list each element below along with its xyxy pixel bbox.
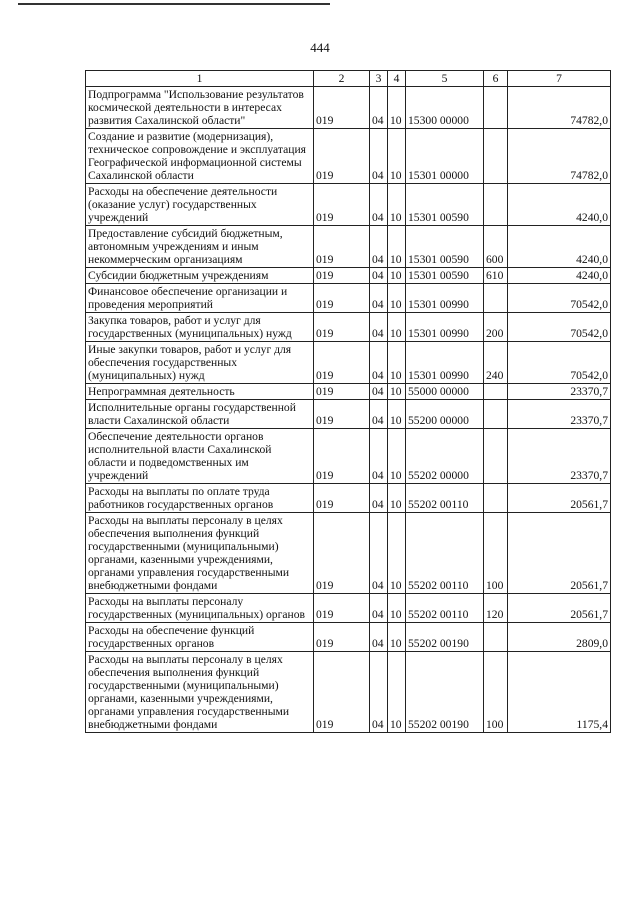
table-body xyxy=(86,87,611,733)
row-subsection-code: 10 xyxy=(388,313,406,342)
table-row xyxy=(86,429,611,484)
row-subsection-code: 10 xyxy=(388,623,406,652)
row-target-article-code: 15301 00990 xyxy=(406,284,484,313)
row-name: Обеспечение деятельности органов исполнительной власти Сахалинской области и подведомственных им учреждений xyxy=(86,429,314,484)
row-grbs-code: 019 xyxy=(314,226,370,268)
row-subsection-code: 10 xyxy=(388,484,406,513)
row-expense-type-code: 610 xyxy=(484,268,508,284)
table-row xyxy=(86,87,611,129)
row-amount: 70542,0 xyxy=(508,342,611,384)
row-grbs-code: 019 xyxy=(314,268,370,284)
table-row xyxy=(86,400,611,429)
row-name: Подпрограмма "Использование результатов космической деятельности в интересах развития Сахалинской области" xyxy=(86,87,314,129)
row-amount: 23370,7 xyxy=(508,400,611,429)
row-amount: 20561,7 xyxy=(508,594,611,623)
row-section-code: 04 xyxy=(370,400,388,429)
row-section-code: 04 xyxy=(370,226,388,268)
row-grbs-code: 019 xyxy=(314,513,370,594)
row-grbs-code: 019 xyxy=(314,623,370,652)
row-section-code: 04 xyxy=(370,429,388,484)
row-amount: 20561,7 xyxy=(508,513,611,594)
header-cell: 4 xyxy=(388,71,406,87)
row-target-article-code: 55202 00190 xyxy=(406,652,484,733)
row-grbs-code: 019 xyxy=(314,87,370,129)
row-target-article-code: 55200 00000 xyxy=(406,400,484,429)
header-cell: 7 xyxy=(508,71,611,87)
row-target-article-code: 15301 00590 xyxy=(406,184,484,226)
row-grbs-code: 019 xyxy=(314,400,370,429)
row-amount: 20561,7 xyxy=(508,484,611,513)
row-section-code: 04 xyxy=(370,594,388,623)
row-subsection-code: 10 xyxy=(388,429,406,484)
row-target-article-code: 55202 00110 xyxy=(406,594,484,623)
row-grbs-code: 019 xyxy=(314,484,370,513)
row-expense-type-code xyxy=(484,129,508,184)
row-grbs-code: 019 xyxy=(314,184,370,226)
row-grbs-code: 019 xyxy=(314,429,370,484)
table-row xyxy=(86,384,611,400)
row-name: Расходы на выплаты по оплате труда работников государственных органов xyxy=(86,484,314,513)
header-cell: 6 xyxy=(484,71,508,87)
row-target-article-code: 55202 00110 xyxy=(406,513,484,594)
table-row xyxy=(86,184,611,226)
table-row xyxy=(86,226,611,268)
row-expense-type-code: 100 xyxy=(484,652,508,733)
row-section-code: 04 xyxy=(370,268,388,284)
table-row xyxy=(86,513,611,594)
row-target-article-code: 15301 00000 xyxy=(406,129,484,184)
row-amount: 4240,0 xyxy=(508,226,611,268)
row-section-code: 04 xyxy=(370,513,388,594)
row-section-code: 04 xyxy=(370,87,388,129)
row-target-article-code: 15301 00590 xyxy=(406,268,484,284)
row-section-code: 04 xyxy=(370,184,388,226)
header-row xyxy=(86,71,611,87)
row-expense-type-code: 120 xyxy=(484,594,508,623)
row-grbs-code: 019 xyxy=(314,284,370,313)
row-subsection-code: 10 xyxy=(388,652,406,733)
row-name: Финансовое обеспечение организации и проведения мероприятий xyxy=(86,284,314,313)
row-expense-type-code xyxy=(484,429,508,484)
row-name: Субсидии бюджетным учреждениям xyxy=(86,268,314,284)
row-subsection-code: 10 xyxy=(388,384,406,400)
row-subsection-code: 10 xyxy=(388,342,406,384)
row-name: Закупка товаров, работ и услуг для государственных (муниципальных) нужд xyxy=(86,313,314,342)
row-name: Расходы на выплаты персоналу в целях обеспечения выполнения функций государственными (муниципальными) органами, казенными учреждениями, органами управления государственными внебюджетными фондами xyxy=(86,652,314,733)
row-target-article-code: 15301 00990 xyxy=(406,313,484,342)
table-row xyxy=(86,623,611,652)
row-subsection-code: 10 xyxy=(388,284,406,313)
row-subsection-code: 10 xyxy=(388,268,406,284)
row-target-article-code: 55000 00000 xyxy=(406,384,484,400)
table-row xyxy=(86,129,611,184)
row-expense-type-code xyxy=(484,400,508,429)
row-expense-type-code: 240 xyxy=(484,342,508,384)
row-name: Расходы на обеспечение деятельности (оказание услуг) государственных учреждений xyxy=(86,184,314,226)
row-subsection-code: 10 xyxy=(388,513,406,594)
row-section-code: 04 xyxy=(370,313,388,342)
row-grbs-code: 019 xyxy=(314,342,370,384)
row-section-code: 04 xyxy=(370,129,388,184)
header-cell: 5 xyxy=(406,71,484,87)
row-amount: 4240,0 xyxy=(508,268,611,284)
row-amount: 70542,0 xyxy=(508,313,611,342)
page-number: 444 xyxy=(310,40,330,55)
row-amount: 70542,0 xyxy=(508,284,611,313)
row-name: Создание и развитие (модернизация), техническое сопровождение и эксплуатация Географической информационной системы Сахалинской области xyxy=(86,129,314,184)
top-rule xyxy=(18,3,330,5)
row-amount: 74782,0 xyxy=(508,87,611,129)
row-expense-type-code xyxy=(484,184,508,226)
row-subsection-code: 10 xyxy=(388,400,406,429)
row-section-code: 04 xyxy=(370,384,388,400)
row-amount: 1175,4 xyxy=(508,652,611,733)
table-row xyxy=(86,484,611,513)
row-target-article-code: 15301 00590 xyxy=(406,226,484,268)
row-expense-type-code: 600 xyxy=(484,226,508,268)
row-subsection-code: 10 xyxy=(388,184,406,226)
table-row xyxy=(86,284,611,313)
row-subsection-code: 10 xyxy=(388,129,406,184)
row-target-article-code: 55202 00000 xyxy=(406,429,484,484)
row-expense-type-code xyxy=(484,284,508,313)
row-name: Расходы на обеспечение функций государственных органов xyxy=(86,623,314,652)
header-cell: 3 xyxy=(370,71,388,87)
row-name: Непрограммная деятельность xyxy=(86,384,314,400)
row-grbs-code: 019 xyxy=(314,652,370,733)
row-target-article-code: 15301 00990 xyxy=(406,342,484,384)
row-subsection-code: 10 xyxy=(388,87,406,129)
row-name: Предоставление субсидий бюджетным, автономным учреждениям и иным некоммерческим организациям xyxy=(86,226,314,268)
header-cell: 1 xyxy=(86,71,314,87)
row-grbs-code: 019 xyxy=(314,129,370,184)
row-amount: 2809,0 xyxy=(508,623,611,652)
row-section-code: 04 xyxy=(370,342,388,384)
row-grbs-code: 019 xyxy=(314,384,370,400)
row-expense-type-code xyxy=(484,87,508,129)
table-row xyxy=(86,594,611,623)
row-amount: 23370,7 xyxy=(508,429,611,484)
row-expense-type-code xyxy=(484,484,508,513)
table-row xyxy=(86,342,611,384)
row-section-code: 04 xyxy=(370,284,388,313)
row-amount: 4240,0 xyxy=(508,184,611,226)
budget-table xyxy=(85,70,611,733)
row-amount: 23370,7 xyxy=(508,384,611,400)
header-cell: 2 xyxy=(314,71,370,87)
row-name: Расходы на выплаты персоналу государственных (муниципальных) органов xyxy=(86,594,314,623)
row-expense-type-code: 200 xyxy=(484,313,508,342)
table-row xyxy=(86,313,611,342)
row-target-article-code: 15300 00000 xyxy=(406,87,484,129)
row-name: Расходы на выплаты персоналу в целях обеспечения выполнения функций государственными (муниципальными) органами, казенными учреждениями, органами управления государственными внебюджетными фондами xyxy=(86,513,314,594)
row-subsection-code: 10 xyxy=(388,226,406,268)
row-grbs-code: 019 xyxy=(314,313,370,342)
row-section-code: 04 xyxy=(370,484,388,513)
row-section-code: 04 xyxy=(370,623,388,652)
row-name: Исполнительные органы государственной власти Сахалинской области xyxy=(86,400,314,429)
table-row xyxy=(86,268,611,284)
row-name: Иные закупки товаров, работ и услуг для обеспечения государственных (муниципальных) нужд xyxy=(86,342,314,384)
row-section-code: 04 xyxy=(370,652,388,733)
row-target-article-code: 55202 00110 xyxy=(406,484,484,513)
row-grbs-code: 019 xyxy=(314,594,370,623)
row-amount: 74782,0 xyxy=(508,129,611,184)
row-expense-type-code: 100 xyxy=(484,513,508,594)
row-subsection-code: 10 xyxy=(388,594,406,623)
row-expense-type-code xyxy=(484,623,508,652)
row-expense-type-code xyxy=(484,384,508,400)
row-target-article-code: 55202 00190 xyxy=(406,623,484,652)
table-row xyxy=(86,652,611,733)
